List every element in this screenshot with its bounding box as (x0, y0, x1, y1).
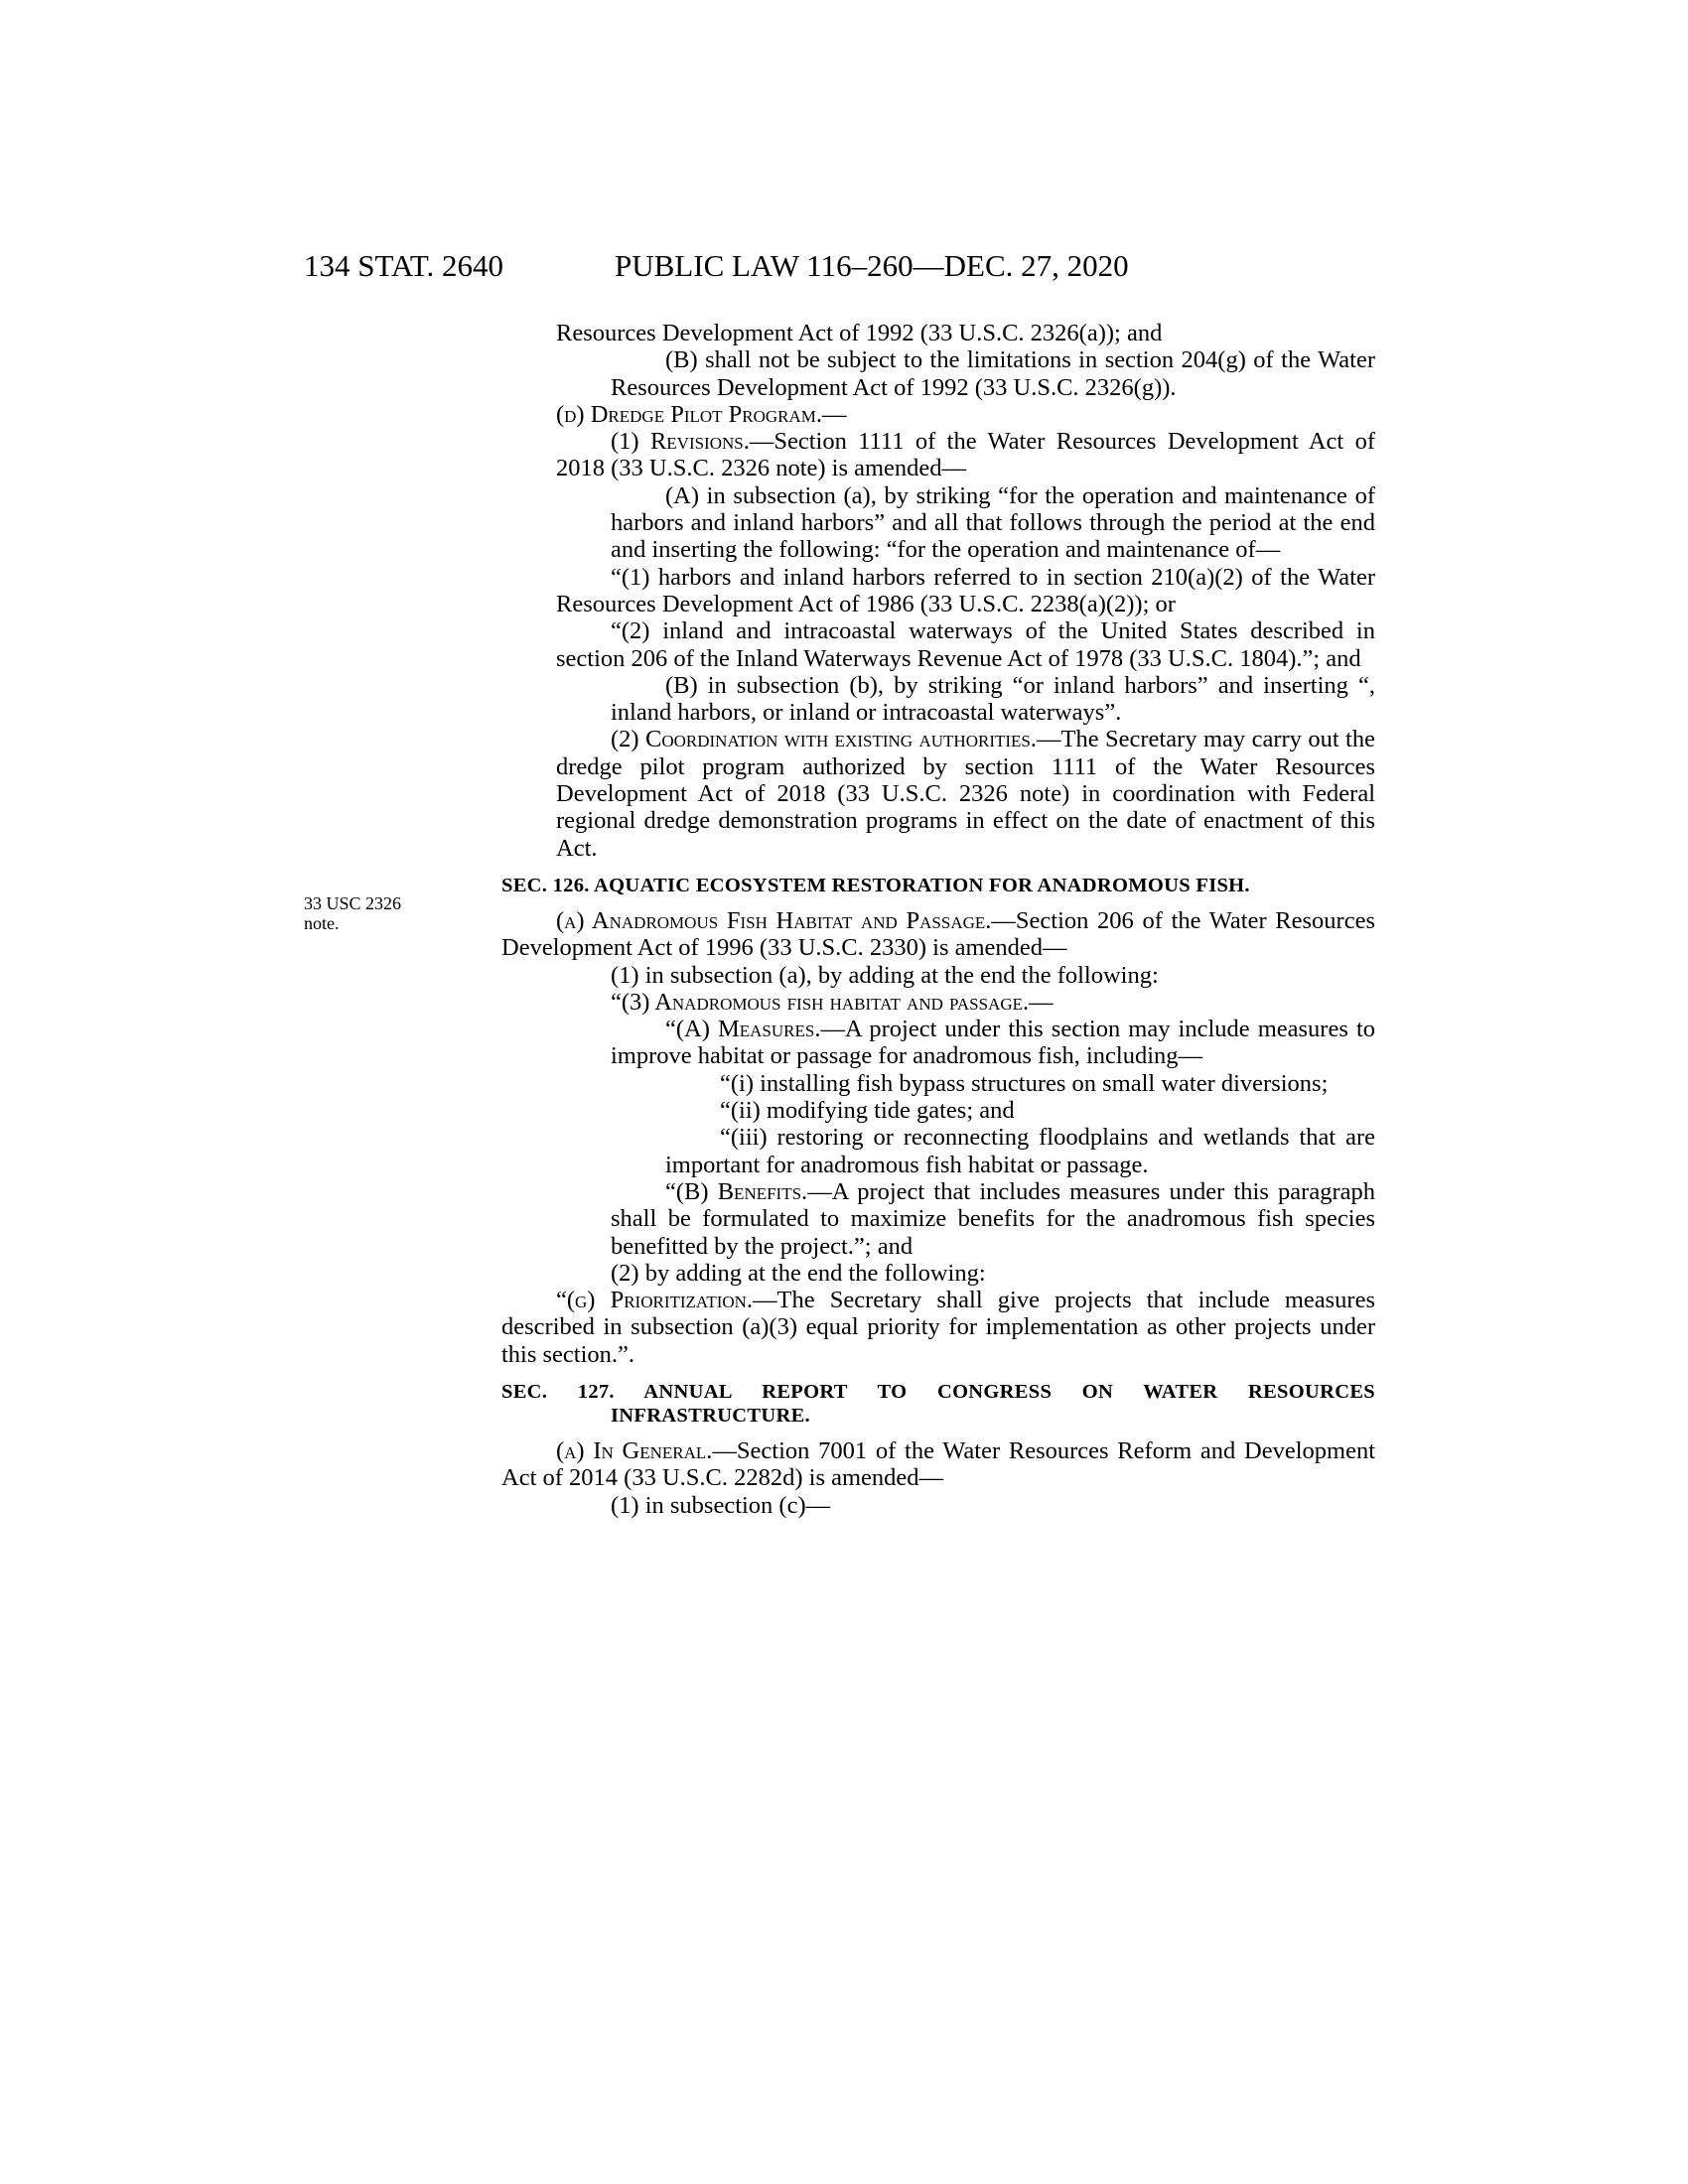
anadromous-text: —Section 206 of the Water Resources Development Act of 1996 (33 U.S.C. 2330) is amended— (501, 906, 1375, 962)
quoted-subsection-g (501, 1287, 1375, 1368)
measures-heading: “(A) Measures. (665, 1016, 821, 1043)
document-body (501, 320, 1375, 1519)
stat-reference: 134 STAT. 2640 (304, 248, 504, 283)
revisions-text: —Section 1111 of the Water Resources Development Act of 2018 (33 U.S.C. 2326 note) is amended— (556, 428, 1375, 482)
paragraph-continuation: Resources Development Act of 1992 (33 U.S.C. 2326(a)); and (556, 320, 1163, 346)
paragraph-b-not-subject: (B) shall not be subject to the limitations in section 204(g) of the Water Resources Development Act of 1992 (33 U.S.C. 2326(g)). (611, 346, 1375, 401)
margin-note-line-1: 33 USC 2326 (304, 893, 402, 913)
paragraph-1-adding: (1) in subsection (a), by adding at the end the following: (611, 961, 1159, 989)
subsection-d-heading: (d) Dredge Pilot Program.— (556, 400, 847, 428)
paragraph-b-subsection-b: (B) in subsection (b), by striking “or inland harbors” and inserting “, inland harbors, or inland or intracoastal waterways”. (611, 671, 1375, 727)
revisions-heading: (1) Revisions. (611, 428, 750, 456)
quoted-clause-ii: “(ii) modifying tide gates; and (720, 1097, 1015, 1125)
paragraph-2-adding: (2) by adding at the end the following: (611, 1259, 986, 1287)
coordination-text: —The Secretary may carry out the dredge pilot program authorized by section 1111 of the Water Resources Development Act of 2018 (33 U.S.C. 2326 note) in coordination with Federal regional dredge demonstration programs in effect on the date of enactment of this Act. (556, 726, 1375, 862)
in-general-text: —Section 7001 of the Water Resources Reform and Development Act of 2014 (33 U.S.C. 2282d) is amended— (501, 1436, 1375, 1492)
subsection-a-in-general (501, 1437, 1375, 1492)
quoted-paragraph-2: “(2) inland and intracoastal waterways of the United States described in section 206 of the Inland Waterways Revenue Act of 1978 (33 U.S.C. 1804).”; and (556, 617, 1375, 672)
quoted-paragraph-1: “(1) harbors and inland harbors referred to in section 210(a)(2) of the Water Resources Development Act of 1986 (33 U.S.C. 2238(a)(2)); or (556, 563, 1375, 617)
paragraph-a-subsection-a: (A) in subsection (a), by striking “for the operation and maintenance of harbors and inland harbors” and all that follows through the period at the end and inserting the following: “for the operation and maintenance of— (611, 481, 1375, 564)
measures-text: —A project under this section may include measures to improve habitat or passage for anadromous fish, including— (611, 1016, 1375, 1070)
header-title: PUBLIC LAW 116–260—DEC. 27, 2020 (615, 248, 1129, 283)
paragraph-2-coordination (501, 726, 1375, 861)
benefits-text: —A project that includes measures under this paragraph shall be formulated to maximize benefits for the anadromous fish species benefitted by the project.”; and (611, 1177, 1375, 1260)
section-127-heading: SEC. 127. ANNUAL REPORT TO CONGRESS ON WATER RESOURCES INFRASTRUCTURE. (501, 1380, 1375, 1427)
subsection-a-anadromous (501, 907, 1375, 962)
margin-note-line-2: note. (304, 913, 340, 933)
quoted-subparagraph-b-benefits (501, 1178, 1375, 1260)
coordination-heading: (2) Coordination with existing authorities. (611, 726, 1037, 753)
anadromous-heading: (a) Anadromous Fish Habitat and Passage. (556, 906, 992, 934)
quoted-clause-iii: “(iii) restoring or reconnecting floodplains and wetlands that are important for anadromous fish habitat or passage. (665, 1124, 1375, 1178)
section-126-heading: SEC. 126. AQUATIC ECOSYSTEM RESTORATION FOR ANADROMOUS FISH. (501, 874, 1250, 896)
paragraph-1-revisions (501, 428, 1375, 482)
quoted-subparagraph-a-measures (501, 1016, 1375, 1070)
quoted-clause-i: “(i) installing fish bypass structures on small water diversions; (720, 1069, 1329, 1097)
prioritization-heading: “(g) Prioritization. (556, 1287, 754, 1314)
paragraph-1-subsection-c: (1) in subsection (c)— (611, 1491, 831, 1519)
prioritization-text: —The Secretary shall give projects that include measures described in subsection (a)(3) equal priority for implementation as other projects under this section.”. (501, 1287, 1375, 1368)
benefits-heading: “(B) Benefits. (665, 1177, 808, 1205)
running-header (304, 248, 1376, 288)
in-general-heading: (a) In General. (556, 1436, 713, 1464)
margin-note (304, 893, 401, 933)
quoted-paragraph-3-heading: “(3) Anadromous fish habitat and passage.— (611, 988, 1054, 1016)
